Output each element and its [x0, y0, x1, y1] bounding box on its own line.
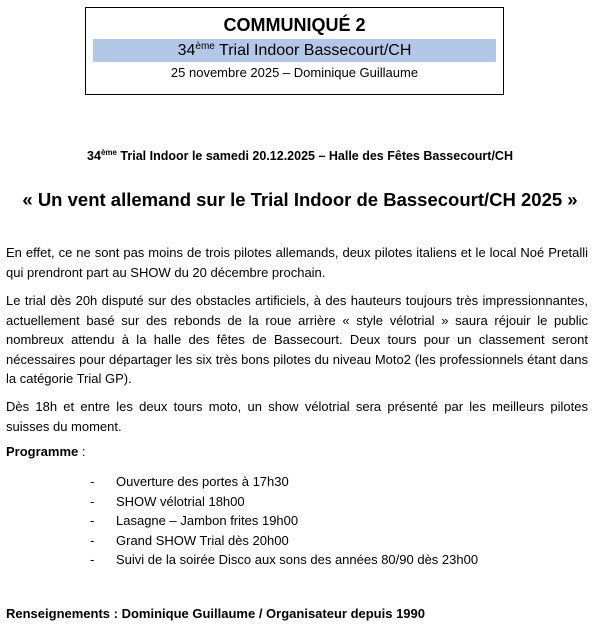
bullet-dash: -: [90, 532, 95, 548]
programme-heading: [6, 443, 85, 461]
programme-list: [90, 472, 478, 570]
headline: « Un vent allemand sur le Trial Indoor de Bassecourt/CH 2025 »: [22, 189, 578, 210]
subheading-text: Trial Indoor le samedi 20.12.2025 – Halle des Fêtes Bassecourt/CH: [116, 149, 513, 163]
programme-item-text: Lasagne – Jambon frites 19h00: [116, 513, 299, 528]
paragraph-1: En effet, ce ne sont pas moins de trois pilotes allemands, deux pilotes italiens et le local Noé Pretalli qui prendront part au SHOW du 20 décembre prochain.: [6, 245, 588, 280]
subheading-ordinal-suffix: ème: [100, 148, 117, 157]
programme-item: [90, 492, 478, 512]
communique-title: COMMUNIQUÉ 2: [223, 15, 366, 35]
event-name: Trial Indoor Bassecourt/CH: [214, 42, 412, 59]
programme-item: [90, 531, 478, 551]
bullet-dash: -: [90, 474, 95, 489]
paragraph-2: Le trial dès 20h disputé sur des obstacles artificiels, à des hauteurs toujours très impressionnantes, actuellement basé sur des rebonds de la roue arrière « style vélotrial » saura réjouir le public nombreux attendu à la halle des fêtes de Bassecourt. Deux tours pour un classement seront nécessaires pour départager les six très bons pilotes du niveau Moto2 (les professionnels étant dans la catégorie Trial GP).: [6, 293, 588, 386]
programme-item-text: SHOW vélotrial 18h00: [116, 493, 245, 509]
date-author-line: 25 novembre 2025 – Dominique Guillaume: [170, 65, 419, 80]
programme-item: [90, 550, 478, 570]
communique-header-box: [85, 7, 504, 95]
event-subheading: [0, 148, 600, 164]
bullet-dash: -: [90, 493, 95, 509]
programme-item: [90, 511, 478, 531]
programme-item-text: Ouverture des portes à 17h30: [116, 474, 289, 489]
event-ordinal-suffix: ème: [195, 41, 215, 52]
bullet-dash: -: [90, 513, 95, 528]
subheading-number: 34: [87, 149, 101, 163]
contact-footer: Renseignements : Dominique Guillaume / Organisateur depuis 1990: [6, 606, 425, 621]
programme-item-text: Grand SHOW Trial dès 20h00: [116, 532, 289, 548]
programme-separator: :: [78, 444, 86, 459]
event-number: 34: [177, 42, 196, 59]
bullet-dash: -: [90, 552, 95, 567]
paragraph-3: Dès 18h et entre les deux tours moto, un show vélotrial sera présenté par les meilleurs pilotes suisses du moment.: [6, 399, 588, 434]
programme-label: Programme: [6, 444, 79, 459]
programme-item-text: Suivi de la soirée Disco aux sons des années 80/90 dès 23h00: [116, 552, 479, 567]
programme-item: [90, 472, 478, 492]
event-title-band: [93, 39, 496, 62]
